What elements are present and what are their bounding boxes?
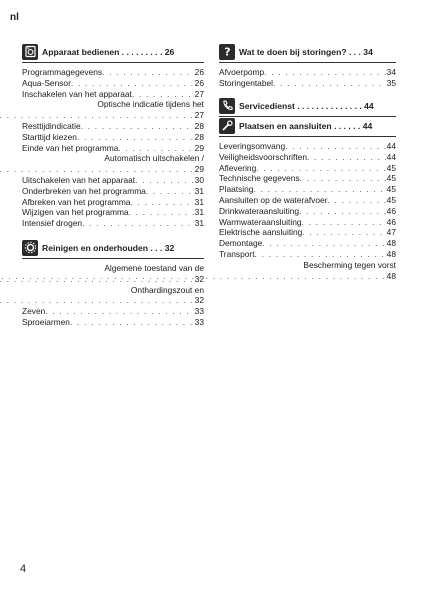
svg-text:?: ? — [223, 45, 231, 58]
toc-entry-page: 27 — [194, 110, 204, 121]
toc-entry-label: Uitschakelen van het apparaat — [22, 174, 136, 185]
toc-entry-label: Onderbreken van het programma — [22, 185, 146, 196]
toc-entry-label: Drinkwateraansluiting — [219, 205, 300, 216]
toc-entry-label: Zeven — [22, 306, 46, 317]
toc-entry[interactable] — [219, 163, 396, 174]
leader-dots — [262, 238, 385, 249]
cleaning-gear-icon — [22, 240, 38, 256]
toc-entry-label: Afbreken van het programma — [22, 196, 131, 207]
toc-entry[interactable] — [219, 206, 396, 217]
leader-dots — [70, 317, 194, 328]
toc-entry-page: 27 — [194, 88, 204, 99]
toc-entry-label: Warmwateraansluiting — [219, 216, 302, 227]
toc-entry-page: 48 — [386, 238, 396, 249]
toc-entry[interactable] — [22, 121, 204, 132]
toc-section-troubleshooting — [219, 41, 396, 89]
toc-entry-page: 44 — [386, 141, 396, 151]
toc-entry-page: 29 — [194, 142, 204, 153]
toc-entry[interactable] — [219, 173, 396, 184]
toc-entry-label: Starttijd kiezen — [22, 131, 77, 142]
section-heading — [219, 95, 396, 117]
toc-entry-label: Aflevering — [219, 162, 257, 173]
toc-entry-page: 28 — [194, 131, 204, 142]
leader-dots — [256, 163, 385, 174]
toc-section-cleaning — [22, 237, 204, 328]
toc-entry[interactable] — [219, 141, 396, 152]
toc-entry-page: 31 — [194, 218, 204, 229]
toc-entry-page: 31 — [194, 207, 204, 218]
section-heading — [219, 41, 396, 63]
toc-entry[interactable] — [22, 317, 204, 328]
toc-entry[interactable] — [22, 207, 204, 218]
toc-list — [219, 141, 396, 281]
toc-entry-page: 33 — [194, 306, 204, 317]
toc-section-appliance-operation — [22, 41, 204, 229]
section-heading — [22, 41, 204, 63]
toc-entry[interactable] — [22, 153, 204, 175]
toc-entry[interactable] — [219, 217, 396, 228]
leader-dots — [77, 132, 194, 143]
toc-entry[interactable] — [219, 238, 396, 249]
toc-entry-label: Optische indicatie tijdens het — [97, 99, 204, 110]
leader-dots — [253, 184, 385, 195]
section-heading — [22, 237, 204, 259]
toc-entry-page: 44 — [386, 151, 396, 162]
toc-entry[interactable] — [22, 143, 204, 154]
toc-entry-page: 29 — [194, 164, 204, 175]
toc-entry-page: 48 — [386, 248, 396, 259]
toc-entry[interactable] — [22, 285, 204, 307]
section-title[interactable]: Wat te doen bij storingen? . . . 34 — [239, 46, 373, 57]
toc-entry-page: 46 — [386, 216, 396, 227]
toc-entry-page: 32 — [194, 273, 204, 284]
leader-dots — [132, 89, 194, 100]
leader-dots — [81, 121, 194, 132]
toc-entry[interactable] — [219, 249, 396, 260]
toc-entry-page: 45 — [386, 173, 396, 184]
toc-entry-page: 35 — [386, 77, 396, 88]
toc-entry-label: Plaatsing — [219, 184, 254, 195]
toc-entry[interactable] — [219, 78, 396, 89]
leader-dots — [327, 195, 385, 206]
toc-entry-label: Wijzigen van het programma — [22, 207, 129, 218]
toc-entry[interactable] — [219, 195, 396, 206]
toc-entry-label: Demontage — [219, 238, 263, 249]
leader-dots — [273, 78, 386, 89]
toc-entry-page: 45 — [386, 162, 396, 173]
toc-list — [22, 67, 204, 229]
toc-entry-label: Inschakelen van het apparaat — [22, 88, 132, 99]
toc-entry[interactable] — [22, 197, 204, 208]
toc-entry-label: Automatisch uitschakelen / — [104, 153, 204, 164]
toc-entry-page: 31 — [194, 196, 204, 207]
leader-dots — [299, 206, 386, 217]
leader-dots — [146, 186, 194, 197]
toc-entry-label: Technische gegevens — [219, 173, 300, 184]
leader-dots — [302, 217, 386, 228]
leader-dots — [71, 78, 194, 89]
leader-dots — [130, 197, 193, 208]
section-heading — [219, 115, 396, 137]
leader-dots — [0, 271, 386, 282]
toc-entry-label: Elektrische aansluiting — [219, 227, 303, 238]
toc-section-installation — [219, 115, 396, 281]
leader-dots — [302, 227, 385, 238]
leader-dots — [135, 175, 194, 186]
toc-list — [219, 67, 396, 89]
appliance-operation-icon — [22, 44, 38, 60]
toc-entry-page: 48 — [386, 270, 396, 281]
language-code: nl — [10, 12, 19, 23]
leader-dots — [255, 249, 386, 260]
toc-entry-label: Onthardingszout en — [130, 284, 204, 295]
toc-entry-label: Aansluiten op de waterafvoer — [219, 194, 328, 205]
toc-entry-label: Algemene toestand van de — [104, 263, 204, 273]
toc-entry-page: 26 — [194, 77, 204, 88]
leader-dots — [102, 67, 194, 78]
toc-entry-label: Aqua-Sensor — [22, 77, 71, 88]
section-title[interactable]: Servicedienst . . . . . . . . . . . . . . 44 — [239, 100, 374, 111]
toc-entry[interactable] — [22, 99, 204, 121]
question-mark-icon — [219, 44, 235, 60]
leader-dots — [82, 218, 194, 229]
toc-entry-label: Leveringsomvang — [219, 141, 286, 151]
toc-entry[interactable] — [219, 227, 396, 238]
toc-entry-label: Einde van het programma — [22, 142, 119, 153]
leader-dots — [45, 306, 193, 317]
leader-dots — [300, 173, 386, 184]
toc-entry-page: 32 — [194, 295, 204, 306]
leader-dots — [129, 207, 194, 218]
toc-entry-label: Veiligheidsvoorschriften — [219, 151, 307, 162]
toc-entry-page: 30 — [194, 174, 204, 185]
leader-dots — [0, 110, 194, 121]
section-title[interactable]: Apparaat bedienen . . . . . . . . . 26 — [42, 46, 175, 57]
toc-entry-label: Bescherming tegen vorst — [303, 259, 396, 270]
leader-dots — [0, 164, 194, 175]
toc-entry-page: 31 — [194, 185, 204, 196]
section-title[interactable]: Plaatsen en aansluiten . . . . . . 44 — [239, 120, 373, 131]
toc-entry-page: 28 — [194, 120, 204, 131]
toc-entry-page: 45 — [386, 184, 396, 195]
toc-entry-label: Storingentabel — [219, 77, 274, 88]
toc-entry[interactable] — [22, 89, 204, 100]
toc-entry[interactable] — [22, 306, 204, 317]
toc-entry[interactable] — [22, 67, 204, 78]
toc-entry[interactable] — [22, 175, 204, 186]
toc-entry-page: 34 — [386, 67, 396, 77]
toc-entry-page: 45 — [386, 194, 396, 205]
page-number: 4 — [20, 563, 27, 575]
leader-dots — [285, 141, 386, 152]
leader-dots — [118, 143, 193, 154]
toc-entry-label: Intensief drogen — [22, 218, 83, 229]
wrench-icon — [219, 118, 235, 134]
toc-entry-label: Programmagegevens — [22, 67, 103, 77]
toc-entry-label: Resttijdindicatie — [22, 120, 81, 131]
toc-entry-page: 46 — [386, 205, 396, 216]
toc-entry-page: 33 — [194, 316, 204, 327]
toc-entry-page: 47 — [386, 227, 396, 238]
toc-entry-label: Sproeiarmen — [22, 316, 70, 327]
leader-dots — [307, 152, 386, 163]
toc-entry[interactable] — [219, 67, 396, 78]
toc-entry[interactable] — [219, 152, 396, 163]
toc-entry[interactable] — [22, 132, 204, 143]
toc-entry[interactable] — [22, 186, 204, 197]
toc-entry[interactable] — [219, 260, 396, 282]
toc-entry[interactable] — [22, 218, 204, 229]
toc-entry[interactable] — [22, 78, 204, 89]
leader-dots — [264, 67, 386, 78]
toc-entry-label: Transport — [219, 248, 255, 259]
leader-dots — [0, 295, 194, 306]
toc-entry[interactable] — [219, 184, 396, 195]
phone-icon — [219, 98, 235, 114]
section-title[interactable]: Reinigen en onderhouden . . . 32 — [42, 242, 175, 253]
toc-entry-label: Afvoerpomp — [219, 67, 265, 77]
toc-entry-page: 26 — [194, 67, 204, 77]
